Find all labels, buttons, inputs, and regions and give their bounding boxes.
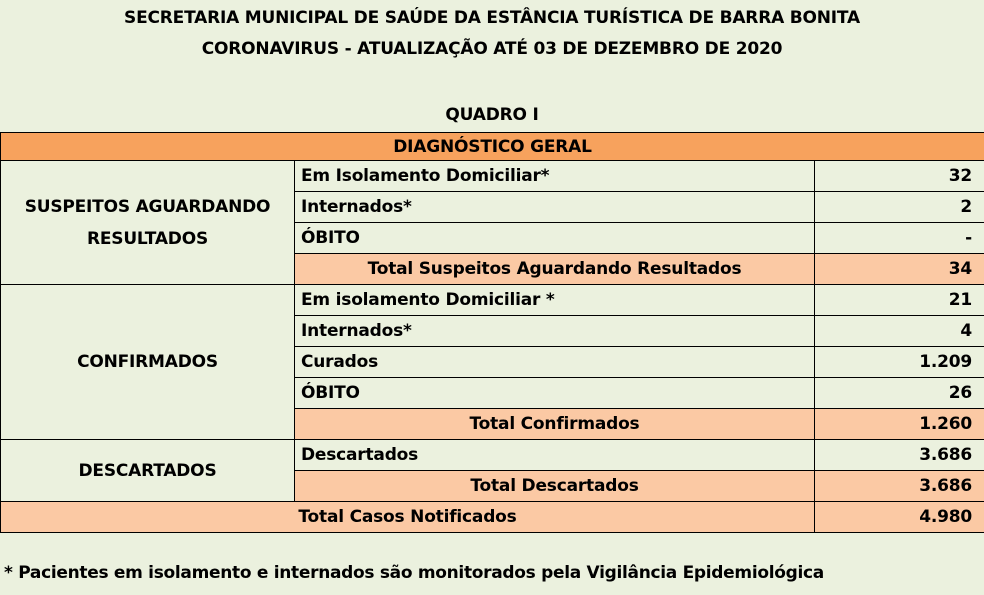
total-label: Total Confirmados [295,409,815,440]
footnote: * Pacientes em isolamento e internados são monitorados pela Vigilância Epidemiológica [4,563,824,583]
row-value: 3.686 [815,440,984,471]
category-label: SUSPEITOS AGUARDANDO [24,196,271,217]
table-row [1,285,984,316]
row-value: - [815,223,984,254]
table-row [1,440,984,471]
row-label: Curados [295,347,815,378]
quadro-label: QUADRO I [445,105,539,125]
header-title: SECRETARIA MUNICIPAL DE SAÚDE DA ESTÂNCIA TURÍSTICA DE BARRA BONITA [124,8,860,28]
row-value: 26 [815,378,984,409]
category-suspeitos [1,161,295,285]
grand-total-row [1,502,984,533]
total-value: 3.686 [815,471,984,502]
category-label: RESULTADOS [86,228,208,249]
row-value: 21 [815,285,984,316]
diagnostico-table [0,132,984,533]
grand-total-label: Total Casos Notificados [1,502,815,533]
row-value: 32 [815,161,984,192]
row-label: Internados* [295,316,815,347]
row-value: 2 [815,192,984,223]
row-label: Em isolamento Domiciliar * [295,285,815,316]
grand-total-value: 4.980 [815,502,984,533]
row-label: Internados* [295,192,815,223]
category-confirmados: CONFIRMADOS [1,285,295,440]
table-row [1,161,984,192]
row-label: Descartados [295,440,815,471]
row-label: ÓBITO [295,378,815,409]
section-title: DIAGNÓSTICO GERAL [1,133,984,161]
total-label: Total Suspeitos Aguardando Resultados [295,254,815,285]
category-descartados: DESCARTADOS [1,440,295,502]
total-value: 34 [815,254,984,285]
row-value: 4 [815,316,984,347]
header-subtitle: CORONAVIRUS - ATUALIZAÇÃO ATÉ 03 DE DEZEMBRO DE 2020 [201,39,783,59]
total-value: 1.260 [815,409,984,440]
row-value: 1.209 [815,347,984,378]
row-label: Em Isolamento Domiciliar* [295,161,815,192]
total-label: Total Descartados [295,471,815,502]
row-label: ÓBITO [295,223,815,254]
